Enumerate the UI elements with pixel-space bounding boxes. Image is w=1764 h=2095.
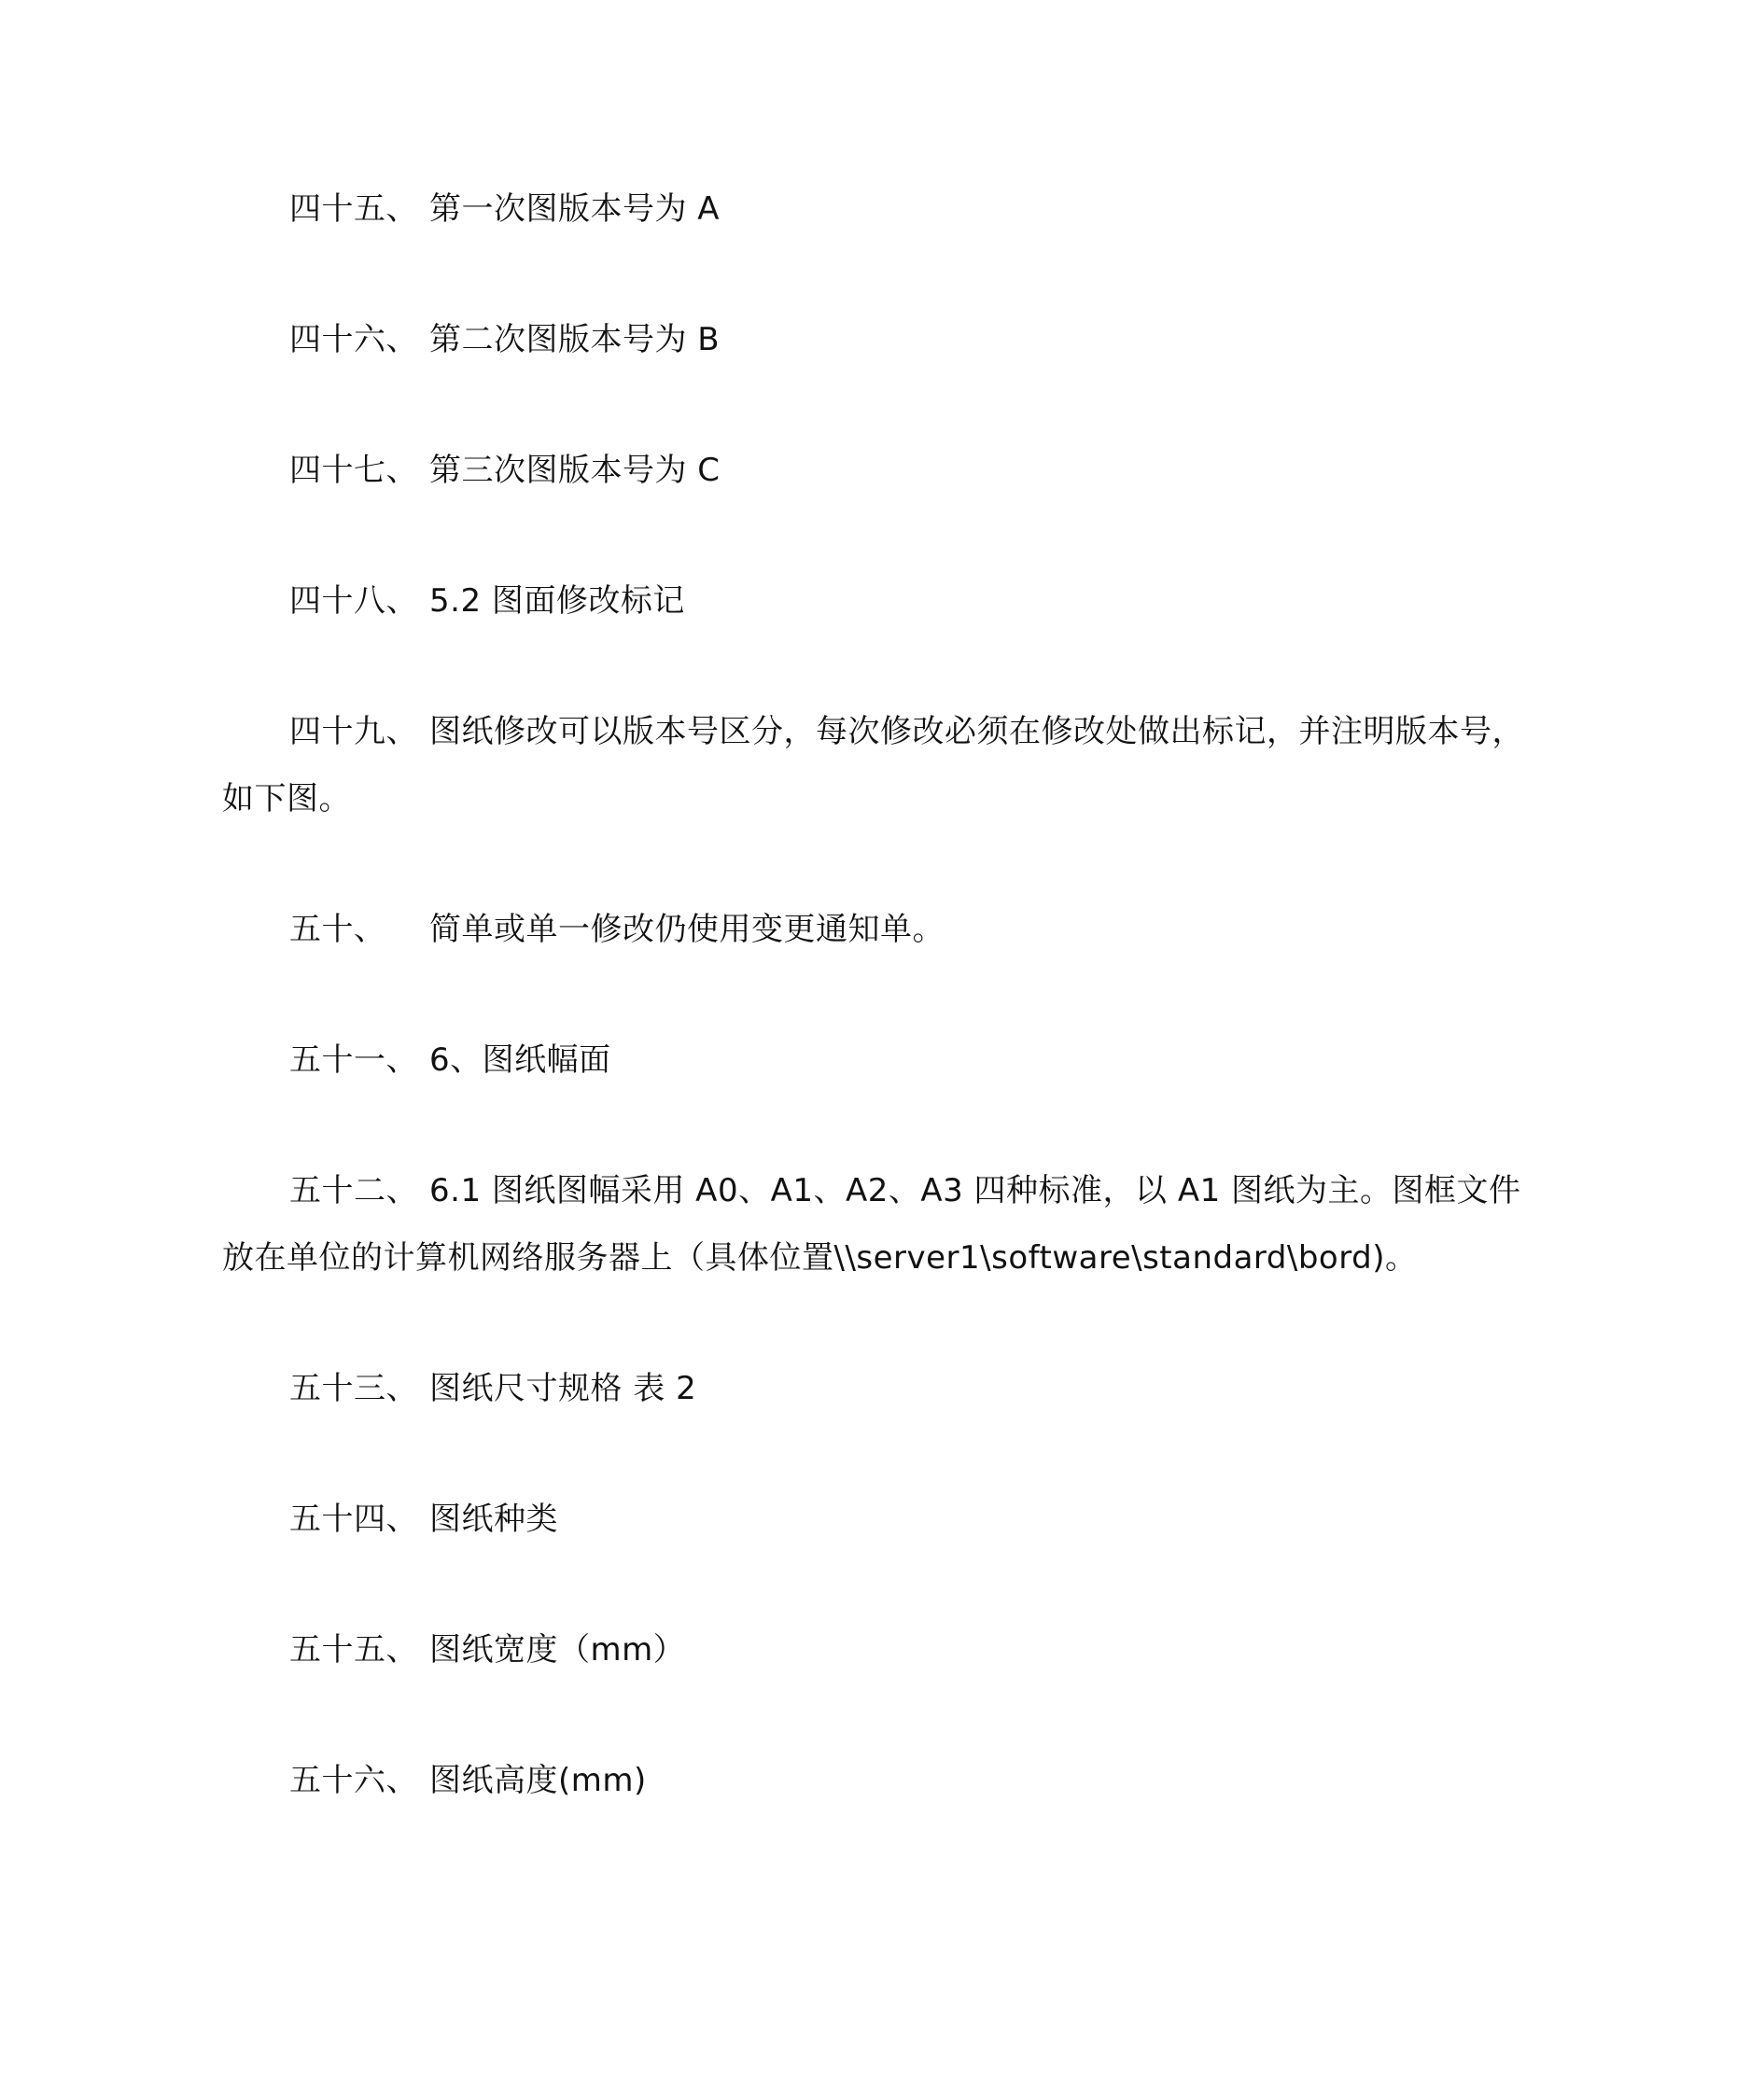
paragraph-55 [222, 1616, 1547, 1683]
paragraph-number: 五十一、 [289, 1041, 418, 1079]
paragraph-text: 第二次图版本号为 B [429, 321, 721, 358]
paragraph-line [222, 698, 1547, 765]
paragraph-53 [222, 1355, 1547, 1422]
paragraph-continuation: 如下图。 [222, 780, 351, 817]
paragraph-line [222, 1486, 1547, 1553]
paragraph-line [222, 1027, 1547, 1094]
paragraph-text: 6、图纸幅面 [429, 1041, 611, 1079]
paragraph-number: 五十三、 [289, 1370, 418, 1407]
paragraph-number: 四十七、 [289, 452, 418, 489]
paragraph-49 [222, 698, 1547, 832]
paragraph-50 [222, 896, 1547, 963]
paragraph-line [222, 1616, 1547, 1683]
paragraph-line [222, 175, 1547, 243]
paragraph-text: 图纸修改可以版本号区分，每次修改必须在修改处做出标记，并注明版本号， [429, 713, 1524, 750]
paragraph-number: 五十五、 [289, 1631, 418, 1669]
paragraph-text: 图纸种类 [429, 1501, 558, 1538]
paragraph-text: 6.1 图纸图幅采用 A0、A1、A2、A3 四种标准，以 A1 图纸为主。图框文件 [429, 1172, 1521, 1209]
paragraph-51 [222, 1027, 1547, 1094]
paragraph-line [222, 437, 1547, 504]
paragraph-text: 第三次图版本号为 C [429, 452, 721, 489]
paragraph-number: 五十四、 [289, 1501, 418, 1538]
paragraph-continuation: 放在单位的计算机网络服务器上（具体位置\\server1\software\standard\bord)。 [222, 1239, 1418, 1277]
paragraph-56 [222, 1747, 1547, 1814]
paragraph-line [222, 1157, 1547, 1224]
paragraph-45 [222, 175, 1547, 243]
paragraph-text: 5.2 图面修改标记 [429, 582, 685, 620]
paragraph-number: 四十六、 [289, 321, 418, 358]
paragraph-54 [222, 1486, 1547, 1553]
paragraph-line [222, 1747, 1547, 1814]
paragraph-text: 图纸宽度（mm） [429, 1631, 686, 1669]
paragraph-47 [222, 437, 1547, 504]
paragraph-52 [222, 1157, 1547, 1292]
paragraph-text: 图纸高度(mm) [429, 1762, 647, 1799]
paragraph-number: 五十二、 [289, 1172, 418, 1209]
paragraph-number: 四十五、 [289, 190, 418, 228]
paragraph-line [222, 306, 1547, 373]
paragraph-number: 五十、 [289, 911, 386, 948]
paragraph-46 [222, 306, 1547, 373]
paragraph-text: 图纸尺寸规格 表 2 [429, 1370, 697, 1407]
paragraph-number: 四十八、 [289, 582, 418, 620]
paragraph-text: 第一次图版本号为 A [429, 190, 721, 228]
paragraph-48 [222, 567, 1547, 635]
paragraph-line [222, 567, 1547, 635]
paragraph-text: 简单或单一修改仍使用变更通知单。 [429, 911, 945, 948]
paragraph-number: 五十六、 [289, 1762, 418, 1799]
paragraph-number: 四十九、 [289, 713, 418, 750]
paragraph-line [222, 896, 1547, 963]
paragraph-line [222, 1355, 1547, 1422]
